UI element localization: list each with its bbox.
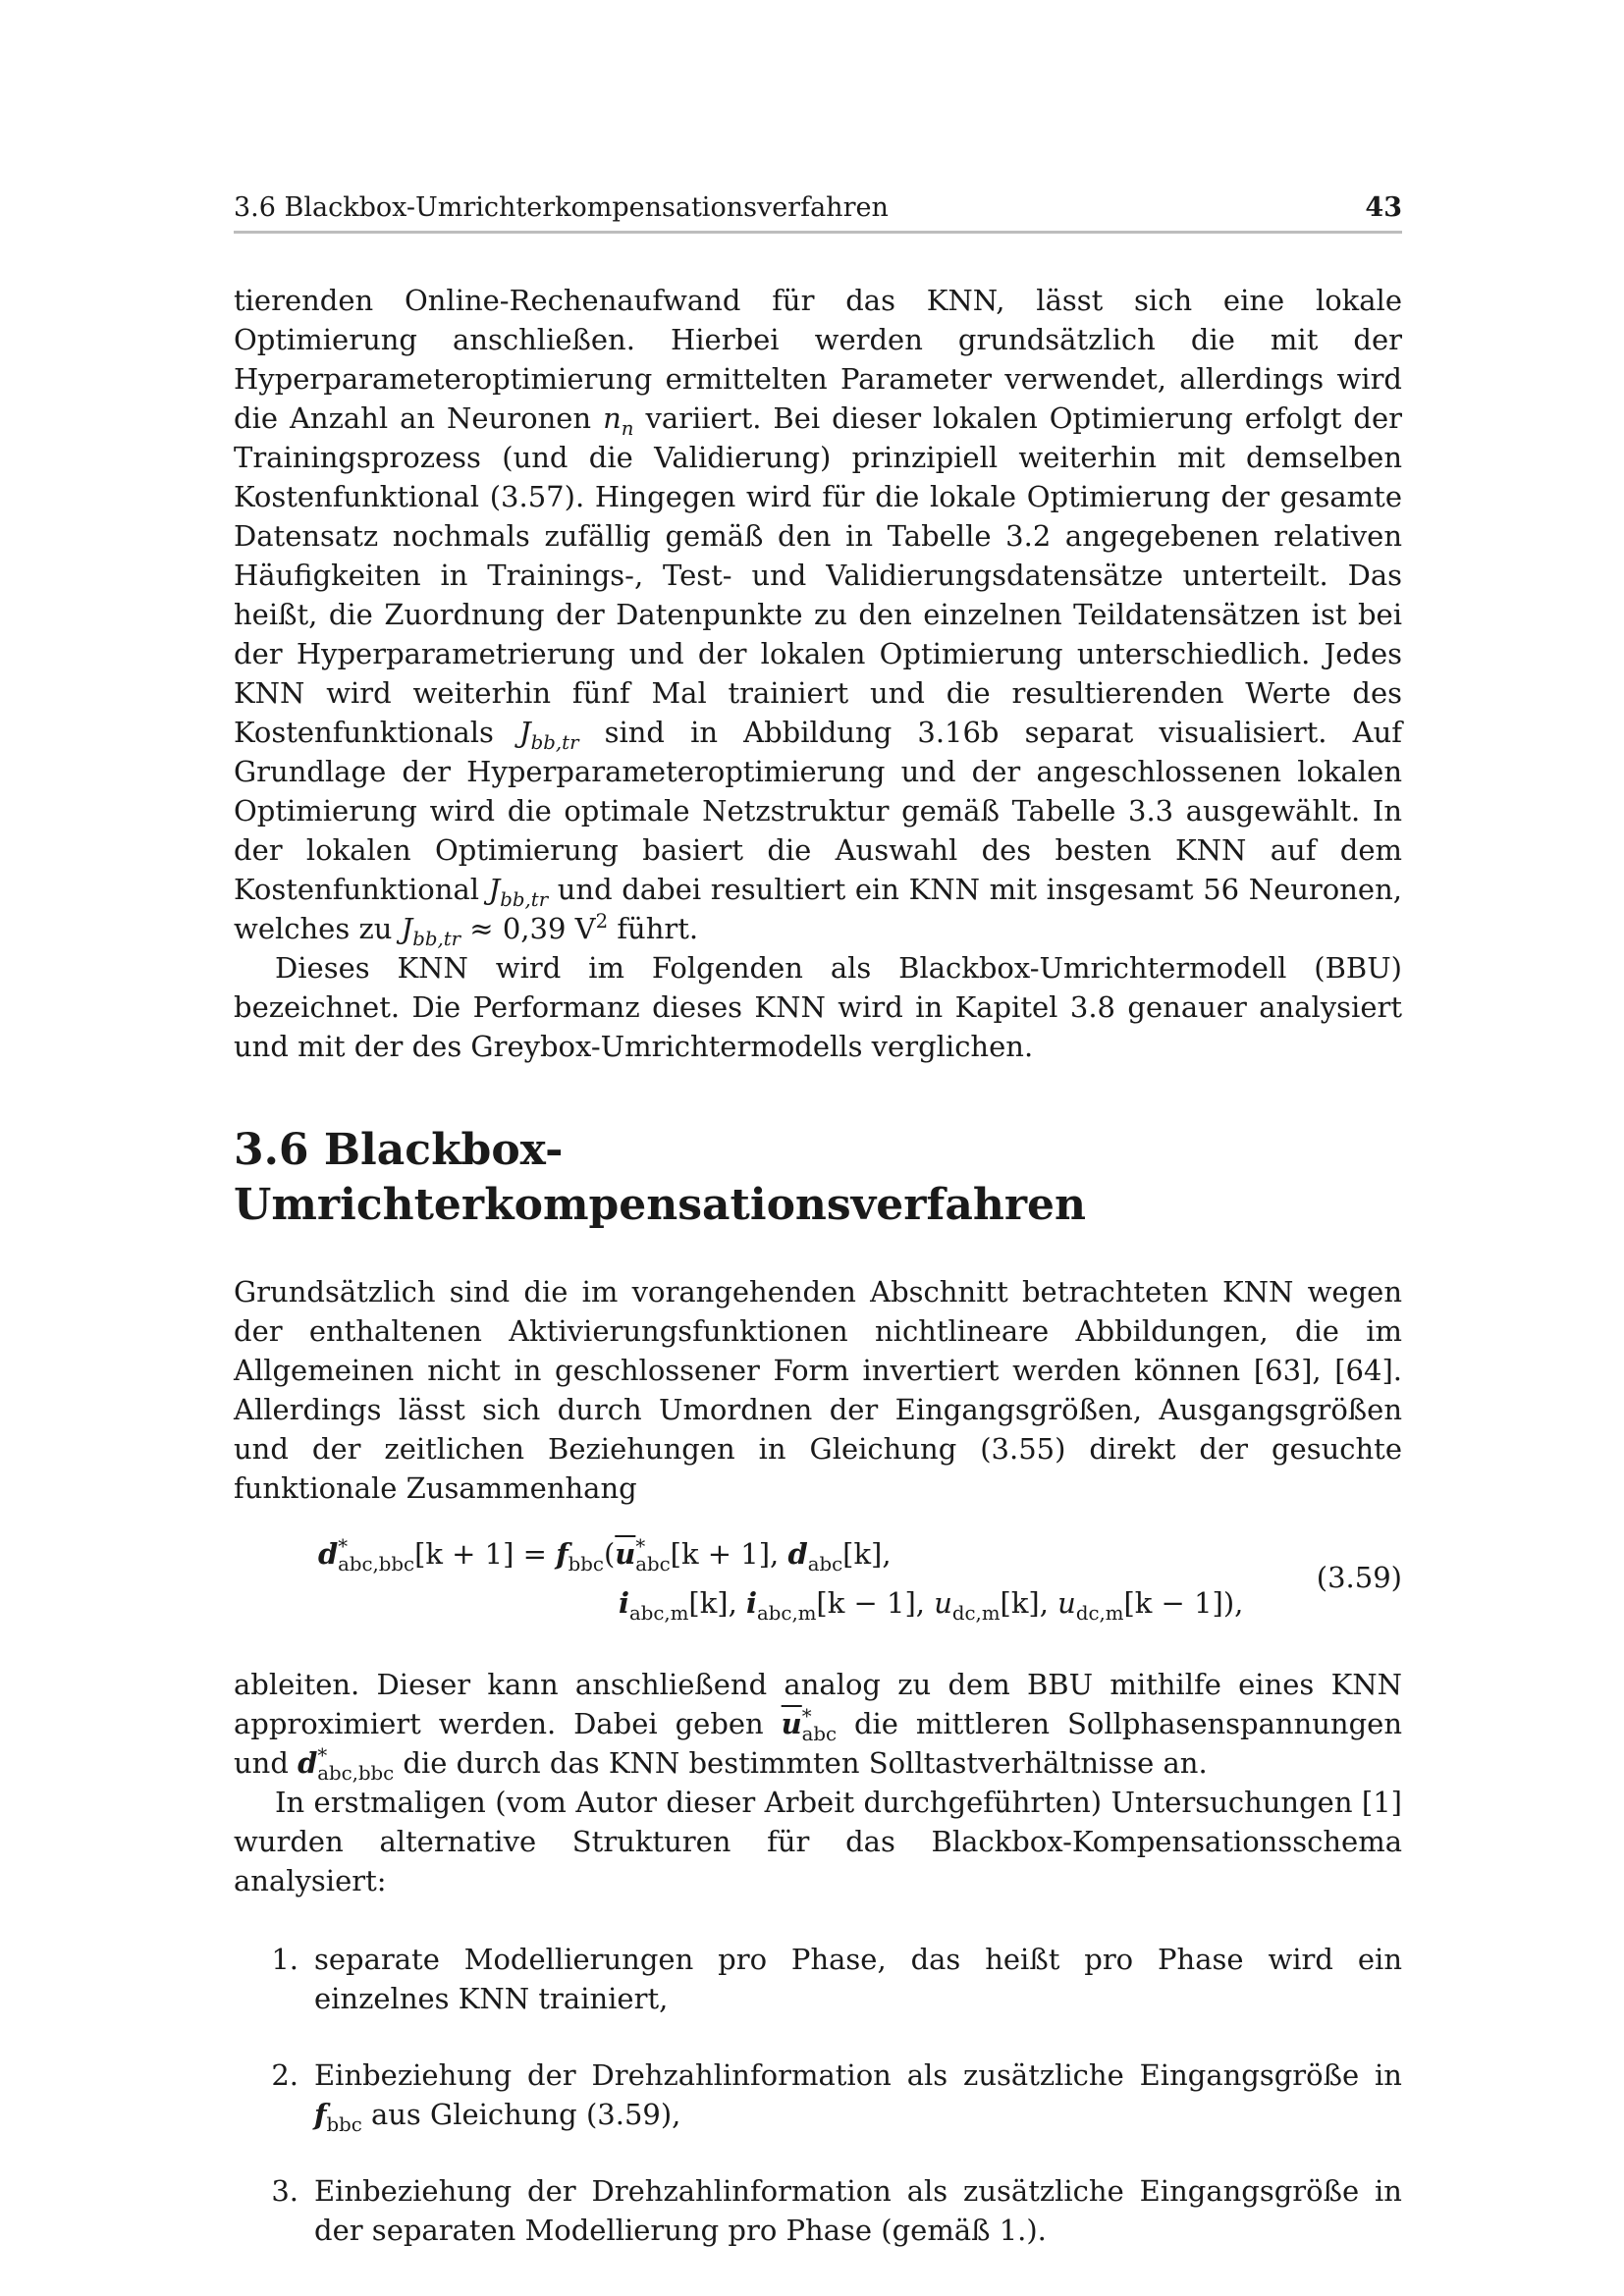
page-number: 43 <box>1365 192 1402 223</box>
text-span: die durch das KNN bestimmten Solltastverhältnisse an. <box>394 1746 1208 1780</box>
list-item-text: separate Modellierungen pro Phase, das heißt pro Phase wird ein einzelnes KNN trainiert, <box>314 1943 1402 2015</box>
enumerated-list <box>234 1940 1402 2250</box>
page <box>234 192 1402 2287</box>
list-item-number: 3. <box>271 2174 298 2208</box>
equation-3-59 <box>234 1531 1402 1647</box>
text-span: ableiten. Dieser kann anschließend analog zu dem BBU mithilfe eines KNN approximiert werden. Dabei geben <box>234 1668 1402 1740</box>
section-heading: 3.6 Blackbox-Umrichterkompensationsverfahren <box>234 1125 1087 1230</box>
list-item <box>234 2056 1402 2134</box>
text-span: ≈ 0,39 V <box>460 912 596 945</box>
symbol-d: d <box>298 1746 318 1780</box>
running-title: 3.6 Blackbox-Umrichterkompensationsverfahren <box>234 192 889 223</box>
paragraph-5-text: In erstmaligen (vom Autor dieser Arbeit durchgeführten) Untersuchungen [1] wurden alternative Strukturen für das Blackbox-Kompensationsschema analysiert: <box>234 1786 1402 1897</box>
equation-number: (3.59) <box>1316 1561 1402 1594</box>
list-item <box>234 2171 1402 2250</box>
list-item-number: 1. <box>271 1943 298 1976</box>
paragraph-1 <box>234 281 1402 948</box>
text-span: sind in Abbildung 3.16b separat visualisiert. Auf Grundlage der Hyperparameteroptimierung und der angeschlossenen lokalen Optimierung wird die optimale Netzstruktur gemäß Tabelle 3.3 ausgewählt. In der lokalen Optimierung basiert die Auswahl des besten KNN auf dem Kostenfunktional <box>234 716 1402 906</box>
text-span: variiert. Bei dieser lokalen Optimierung erfolgt der Trainingsprozess (und die Validierung) prinzipiell weiterhin mit demselben Kostenfunktional (3.57). Hingegen wird für die lokale Optimierung der gesamte Datensatz nochmals zufällig gemäß den in Tabelle 3.2 angegebenen relativen Häufigkeiten in Trainings-, Test- und Validierungsdatensätze unterteilt. Das heißt, die Zuordnung der Datenpunkte zu den einzelnen Teildatensätzen ist bei der Hyperparametrierung und der lokalen Optimierung unterschiedlich. Jedes KNN wird weiterhin fünf Mal trainiert und die resultierenden Werte des Kostenfunktionals <box>234 401 1402 749</box>
paragraph-3-text: Grundsätzlich sind die im vorangehenden Abschnitt betrachteten KNN wegen der enthaltenen Aktivierungsfunktionen nichtlineare Abbildungen, die im Allgemeinen nicht in geschlossener Form invertiert werden können [63], [64]. Allerdings lässt sich durch Umordnen der Eingangsgrößen, Ausgangsgrößen und der zeitlichen Beziehungen in Gleichung (3.55) direkt der gesuchte funktionale Zusammenhang <box>234 1275 1402 1505</box>
list-item-text: Einbeziehung der Drehzahlinformation als zusätzliche Eingangsgröße in der separaten Modellierung pro Phase (gemäß 1.). <box>314 2174 1402 2247</box>
paragraph-3 <box>234 1272 1402 1508</box>
symbol-J: $J_{bb,tr}$ <box>488 873 549 911</box>
list-item-text: Einbeziehung der Drehzahlinformation als zusätzliche Eingangsgröße in $f_{bbc}$ aus Gleichung (3.59), <box>314 2058 1402 2136</box>
symbol-J: $J_{bb,tr}$ <box>401 912 461 950</box>
equation-line-2: $i_{abc,m}[k]$, $i_{abc,m}[k - 1]$, $u_{dc,m}[k]$, $u_{dc,m}[k - 1]$), <box>619 1586 1244 1625</box>
symbol-n: $n_n$ <box>603 401 634 440</box>
list-item-number: 2. <box>271 2058 298 2092</box>
equation-line-1: $d^*_{abc,bbc}[k + 1] = f_{bbc}(\overline{u}^*_{abc}[k + 1]$, $d_{abc}[k]$, <box>318 1535 892 1575</box>
symbol-u-bar: $\overline{u}$ <box>781 1707 802 1740</box>
paragraph-2-text: Dieses KNN wird im Folgenden als Blackbox-Umrichtermodell (BBU) bezeichnet. Die Performanz dieses KNN wird in Kapitel 3.8 genauer analysiert und mit der des Greybox-Umrichtermodells verglichen. <box>234 951 1402 1063</box>
superscript: 2 <box>595 910 609 934</box>
paragraph-5 <box>234 1783 1402 1900</box>
list-item <box>234 1940 1402 2018</box>
text-span: und dabei resultiert ein KNN mit insgesamt 56 Neuronen, welches zu <box>234 873 1402 945</box>
running-header <box>234 192 1402 234</box>
text-span: führt. <box>608 912 699 945</box>
text-span: tierenden Online-Rechenaufwand für das KNN, lässt sich eine lokale Optimierung anschließen. Hierbei werden grundsätzlich die mit der Hyperparameteroptimierung ermittelten Parameter verwendet, allerdings wird die Anzahl an Neuronen <box>234 284 1402 435</box>
text-span: die mittleren Sollphasenspannungen und <box>234 1707 1403 1780</box>
paragraph-4: ableiten. Dieser kann anschließend analog zu dem BBU mithilfe eines KNN approximiert werden. Dabei geben $\overline{u}^*_{abc}$ die mittleren Sollphasenspannungen und $d^*_{abc,bbc}$ die durch das KNN bestimmten Solltastverhältnisse an. <box>234 1668 1403 1785</box>
paragraph-2 <box>234 948 1402 1066</box>
symbol-J: $J_{bb,tr}$ <box>519 716 579 754</box>
